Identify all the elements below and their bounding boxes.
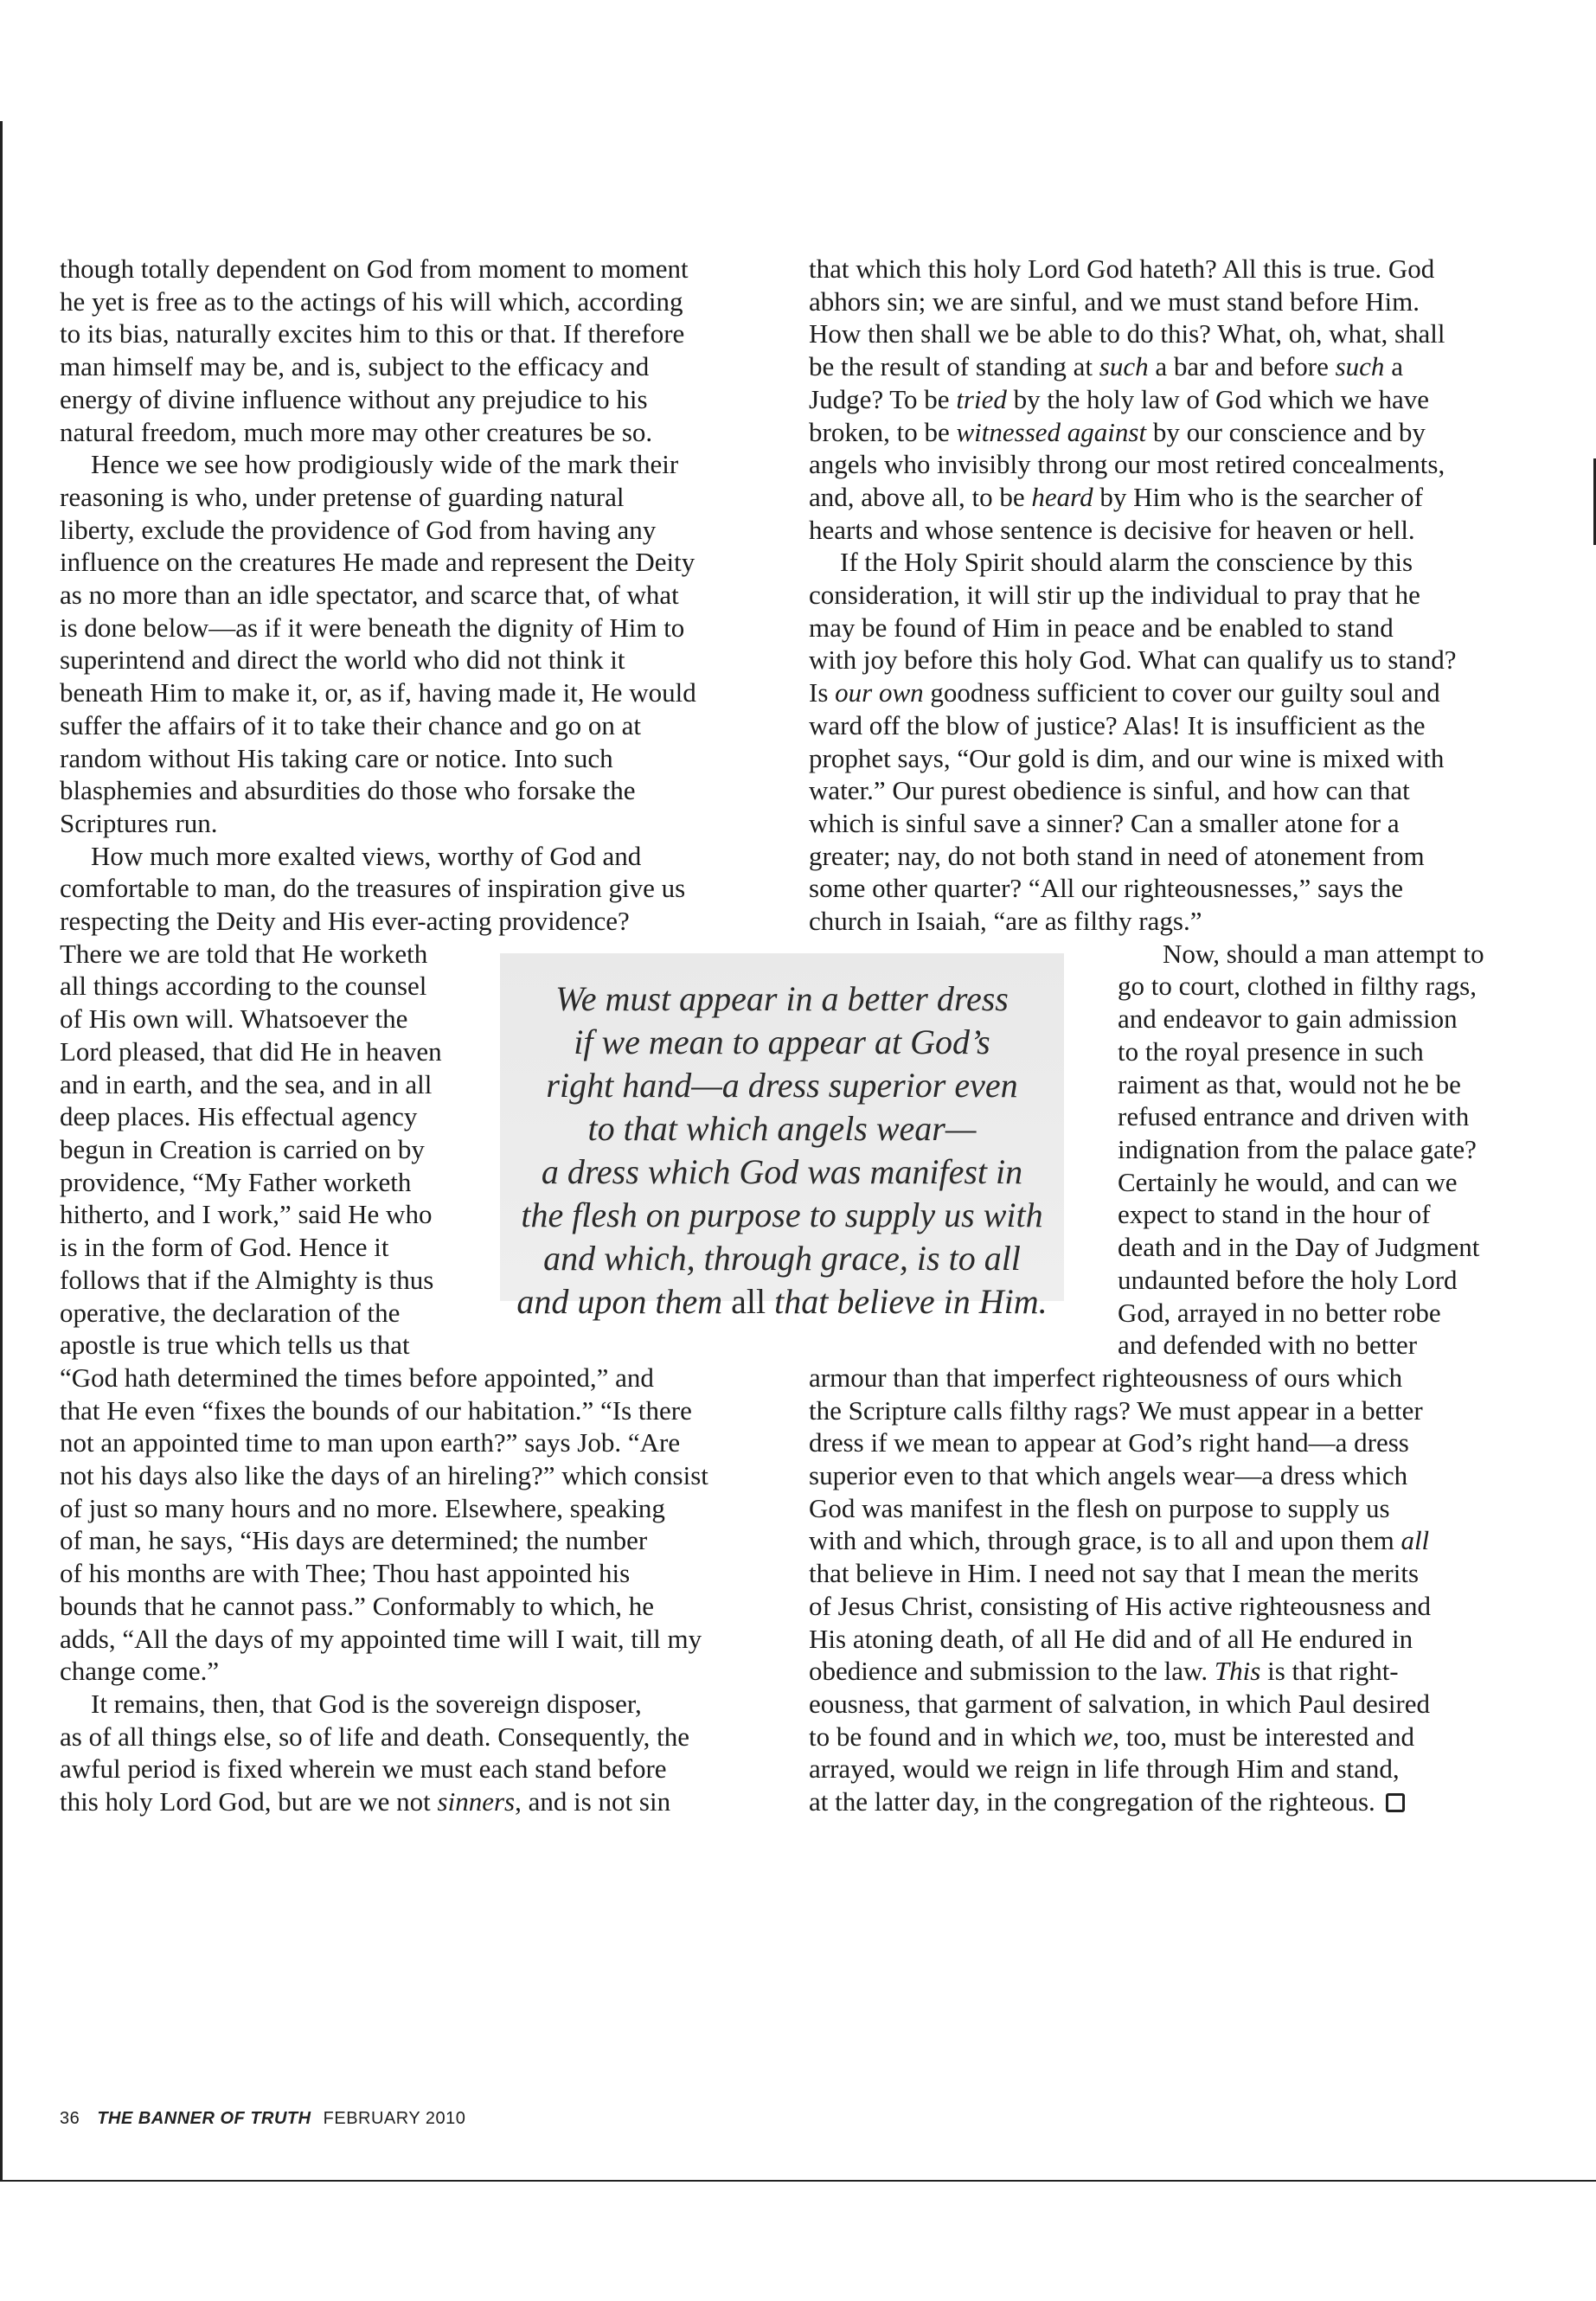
text-line: consideration, it will stir up the individual to pray that he <box>809 580 1420 611</box>
text-run: Is <box>809 677 836 708</box>
emphasis: such <box>1099 351 1149 382</box>
text-line: natural freedom, much more may other creatures be so. <box>60 416 653 447</box>
text-line: to its bias, naturally excites him to this or that. If therefore <box>60 318 685 349</box>
text-line: some other quarter? “All our righteousnesses,” says the <box>809 873 1403 904</box>
text-line: superintend and direct the world who did not think it <box>60 644 625 676</box>
text-run: a bar and before <box>1148 351 1336 382</box>
text-run: and upon them <box>516 1282 732 1321</box>
text-run: that believe in Him. <box>766 1282 1048 1321</box>
text-line: adds, “All the days of my appointed time will I wait, till my <box>60 1623 702 1654</box>
text-line: all things according to the counsel <box>60 971 427 1002</box>
text-line: deep places. His effectual agency <box>60 1101 418 1132</box>
text-run: , too, must be interested and <box>1112 1721 1414 1752</box>
text-run: this holy Lord God, but are we not <box>60 1786 438 1817</box>
page-number: 36 <box>60 2109 80 2128</box>
text-line: that believe in Him. I need not say that I mean the merits <box>809 1558 1420 1589</box>
text-run: with and which, through grace, is to all and upon them <box>809 1525 1401 1556</box>
text-line <box>809 1655 1537 1688</box>
text-line: not his days also like the days of an hireling?” which consist <box>60 1460 708 1491</box>
text-line: dress if we mean to appear at God’s right hand—a dress <box>809 1427 1409 1458</box>
text-line: blasphemies and absurdities do those who forsake the <box>60 775 636 806</box>
text-line: of man, he says, “His days are determined; the number <box>60 1525 648 1556</box>
text-line: It remains, then, that God is the sovereign disposer, <box>91 1688 642 1719</box>
text-line: Certainly he would, and can we <box>1118 1166 1458 1197</box>
text-line <box>809 1524 1537 1557</box>
text-line: though totally dependent on God from moment to moment <box>60 253 689 284</box>
text-line: God, arrayed in no better robe <box>1118 1297 1441 1328</box>
text-line: Hence we see how prodigiously wide of the mark their <box>91 449 679 480</box>
text-line <box>809 383 1537 416</box>
text-line: of his months are with Thee; Thou hast appointed his <box>60 1558 631 1589</box>
text-line: that which this holy Lord God hateth? All this is true. God <box>809 253 1435 284</box>
magazine-name: THE BANNER OF TRUTH <box>97 2109 311 2128</box>
emphasis: we <box>1082 1721 1113 1752</box>
text-line <box>60 1785 786 1818</box>
text-run: goodness sufficient to cover our guilty soul and <box>923 677 1440 708</box>
text-line: ward off the blow of justice? Alas! It is insufficient as the <box>809 709 1426 740</box>
text-line: random without His taking care or notice. Into such <box>60 742 613 773</box>
text-line: indignation from the palace gate? <box>1118 1133 1477 1164</box>
text-line: arrayed, would we reign in life through Him and stand, <box>809 1753 1400 1785</box>
text-line: as no more than an idle spectator, and scarce that, of what <box>60 580 679 611</box>
text-line <box>809 416 1537 449</box>
text-line: begun in Creation is carried on by <box>60 1133 425 1164</box>
text-line: and defended with no better <box>1118 1330 1418 1361</box>
text-line: liberty, exclude the providence of God from having any <box>60 514 657 545</box>
text-line: providence, “My Father worketh <box>60 1166 412 1197</box>
text-line: he yet is free as to the actings of his will which, according <box>60 285 683 317</box>
text-run: by Him who is the searcher of <box>1093 481 1423 512</box>
text-run: is that right- <box>1260 1656 1399 1687</box>
text-line: and endeavor to gain admission <box>1118 1003 1458 1035</box>
left-paragraph-1 <box>60 253 786 448</box>
pull-quote-line: to that which angels wear— <box>587 1109 977 1148</box>
text-line: go to court, clothed in filthy rags, <box>1118 971 1477 1002</box>
pull-quote-line: We must appear in a better dress <box>555 979 1009 1018</box>
text-run: and, above all, to be <box>809 481 1032 512</box>
text-line: not an appointed time to man upon earth?” says Job. “Are <box>60 1427 681 1458</box>
text-line: abhors sin; we are sinful, and we must stand before Him. <box>809 285 1420 317</box>
text-run: be the result of standing at <box>809 351 1099 382</box>
text-line: is done below—as if it were beneath the dignity of Him to <box>60 612 685 643</box>
emphasis: tried <box>956 383 1007 414</box>
text-line: God was manifest in the flesh on purpose to supply us <box>809 1492 1390 1523</box>
right-paragraph-2 <box>809 546 1537 937</box>
text-run: , and is not sin <box>515 1786 671 1817</box>
text-line: of His own will. Whatsoever the <box>60 1003 408 1035</box>
text-line: expect to stand in the hour of <box>1118 1199 1431 1230</box>
emphasis: all <box>1401 1525 1430 1556</box>
text-line: respecting the Deity and His ever-acting providence? <box>60 906 630 937</box>
text-line: man himself may be, and is, subject to the efficacy and <box>60 351 650 382</box>
text-run: broken, to be <box>809 416 957 447</box>
text-line: If the Holy Spirit should alarm the conscience by this <box>840 547 1413 578</box>
emphasis: witnessed against <box>956 416 1147 447</box>
text-line: suffer the affairs of it to take their chance and go on at <box>60 709 641 740</box>
page-footer <box>60 2109 465 2129</box>
emphasis: sinners <box>437 1786 516 1817</box>
text-line: refused entrance and driven with <box>1118 1101 1470 1132</box>
text-line: change come.” <box>60 1656 220 1687</box>
text-line: beneath Him to make it, or, as if, having made it, He would <box>60 677 696 708</box>
text-line <box>809 350 1537 383</box>
page-left-edge <box>0 121 3 2180</box>
text-line: energy of divine influence without any prejudice to his <box>60 383 648 414</box>
text-line: raiment as that, would not he be <box>1118 1068 1461 1099</box>
left-paragraph-4 <box>60 1688 786 1818</box>
text-line: How much more exalted views, worthy of God and <box>91 840 642 871</box>
text-line: comfortable to man, do the treasures of inspiration give us <box>60 873 686 904</box>
text-line: of Jesus Christ, consisting of His active righteousness and <box>809 1590 1431 1621</box>
text-line: angels who invisibly throng our most retired concealments, <box>809 449 1445 480</box>
text-line: Now, should a man attempt to <box>1163 938 1484 969</box>
text-run: Judge? To be <box>809 383 957 414</box>
right-paragraph-1 <box>809 253 1537 546</box>
text-run: to be found and in which <box>809 1721 1083 1752</box>
text-line: bounds that he cannot pass.” Conformably to which, he <box>60 1590 655 1621</box>
text-line: awful period is fixed wherein we must each stand before <box>60 1753 667 1785</box>
text-line: church in Isaiah, “are as filthy rags.” <box>809 906 1202 937</box>
end-of-article-square-icon <box>1386 1793 1405 1812</box>
pull-quote-line <box>500 1280 1064 1324</box>
emphasis: our own <box>835 677 924 708</box>
text-line: and in earth, and the sea, and in all <box>60 1068 433 1099</box>
text-line: as of all things else, so of life and death. Consequently, the <box>60 1721 690 1752</box>
text-run: all <box>731 1282 766 1321</box>
text-run: by the holy law of God which we have <box>1006 383 1430 414</box>
text-line: hitherto, and I work,” said He who <box>60 1199 433 1230</box>
text-line: that He even “fixes the bounds of our habitation.” “Is there <box>60 1394 692 1426</box>
text-line <box>809 1721 1537 1753</box>
pull-quote-line: if we mean to appear at God’s <box>574 1022 990 1061</box>
pull-quote-line: a dress which God was manifest in <box>541 1152 1023 1191</box>
text-line: the Scripture calls filthy rags? We must appear in a better <box>809 1394 1423 1426</box>
text-line: How then shall we be able to do this? What, oh, what, shall <box>809 318 1445 349</box>
pull-quote-line: the flesh on purpose to supply us with <box>521 1195 1043 1234</box>
text-line: prophet says, “Our gold is dim, and our wine is mixed with <box>809 742 1445 773</box>
text-line: of just so many hours and no more. Elsewhere, speaking <box>60 1492 665 1523</box>
text-line: to the royal presence in such <box>1118 1035 1424 1067</box>
text-line: may be found of Him in peace and be enabled to stand <box>809 612 1394 643</box>
text-line: which is sinful save a sinner? Can a smaller atone for a <box>809 807 1400 838</box>
text-line: Lord pleased, that did He in heaven <box>60 1035 442 1067</box>
text-line: influence on the creatures He made and represent the Deity <box>60 547 695 578</box>
text-line: undaunted before the holy Lord <box>1118 1264 1458 1295</box>
text-line: There we are told that He worketh <box>60 938 428 969</box>
text-line: greater; nay, do not both stand in need of atonement from <box>809 840 1425 871</box>
text-line <box>809 676 1537 709</box>
text-line: water.” Our purest obedience is sinful, and how can that <box>809 775 1410 806</box>
text-line: is in the form of God. Hence it <box>60 1232 389 1263</box>
text-run: by our conscience and by <box>1146 416 1426 447</box>
pull-quote-line: and which, through grace, is to all <box>543 1239 1021 1278</box>
issue-date: FEBRUARY 2010 <box>323 2109 466 2128</box>
text-line: “God hath determined the times before appointed,” and <box>60 1362 654 1393</box>
text-line: eousness, that garment of salvation, in which Paul desired <box>809 1688 1431 1719</box>
emphasis: heard <box>1031 481 1093 512</box>
text-run: a <box>1384 351 1403 382</box>
text-line: apostle is true which tells us that <box>60 1330 410 1361</box>
text-line <box>809 1785 1537 1818</box>
page-bottom-edge <box>0 2180 1596 2182</box>
emphasis: such <box>1335 351 1385 382</box>
text-line: operative, the declaration of the <box>60 1297 401 1328</box>
text-line: armour than that imperfect righteousness of ours which <box>809 1362 1403 1393</box>
text-line: Scriptures run. <box>60 807 218 838</box>
text-line: His atoning death, of all He did and of all He endured in <box>809 1623 1413 1654</box>
text-run: obedience and submission to the law. <box>809 1656 1215 1687</box>
left-paragraph-2 <box>60 448 786 839</box>
emphasis: This <box>1214 1656 1261 1687</box>
text-line: follows that if the Almighty is thus <box>60 1264 434 1295</box>
text-line: with joy before this holy God. What can qualify us to stand? <box>809 644 1457 676</box>
text-line: hearts and whose sentence is decisive for heaven or hell. <box>809 514 1415 545</box>
text-run: at the latter day, in the congregation of the righteous. <box>809 1786 1375 1817</box>
text-line <box>809 481 1537 514</box>
pull-quote <box>500 953 1064 1321</box>
text-line: superior even to that which angels wear—a dress which <box>809 1460 1408 1491</box>
pull-quote-line: right hand—a dress superior even <box>546 1066 1018 1105</box>
text-line: death and in the Day of Judgment <box>1118 1232 1480 1263</box>
text-line: reasoning is who, under pretense of guarding natural <box>60 481 625 512</box>
